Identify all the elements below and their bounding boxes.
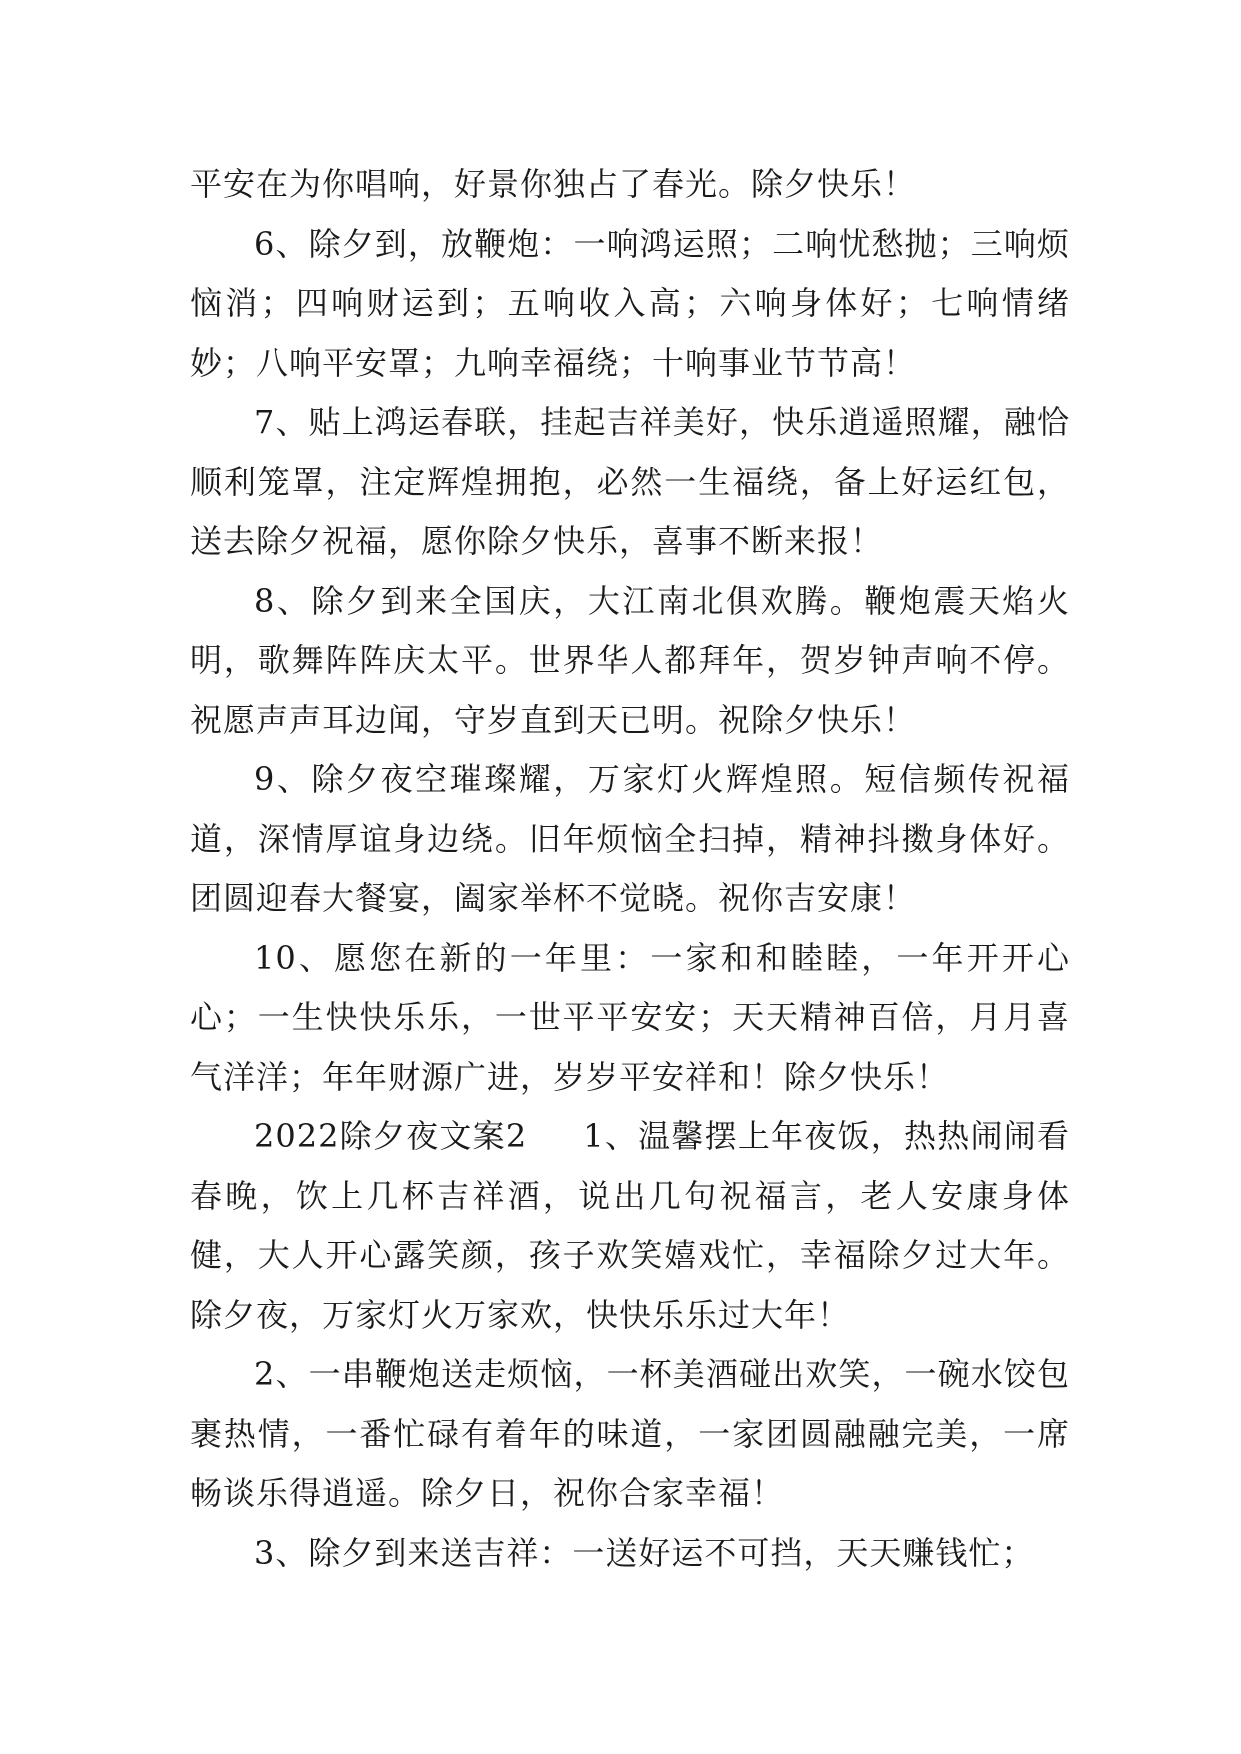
paragraph-item-6: 6、除夕到，放鞭炮：一响鸿运照；二响忧愁抛；三响烦恼消；四响财运到；五响收入高；六响身体好；七响情绪妙；八响平安罩；九响幸福绕；十响事业节节高！: [190, 224, 1070, 382]
paragraph-item-7: 7、贴上鸿运春联，挂起吉祥美好，快乐逍遥照耀，融恰顺利笼罩，注定辉煌拥抱，必然一生福绕，备上好运红包，送去除夕祝福，愿你除夕快乐，喜事不断来报！: [190, 403, 1070, 560]
document-body: [190, 155, 1070, 1583]
section-item-1: 1、温馨摆上年夜饭，热热闹闹看春晚，饮上几杯吉祥酒，说出几句祝福言，老人安康身体健，大人开心露笑颜，孩子欢笑嬉戏忙，幸福除夕过大年。除夕夜，万家灯火万家欢，快快乐乐过大年！: [190, 1117, 1070, 1334]
paragraph-section-item-3: 3、除夕到来送吉祥：一送好运不可挡，天天赚钱忙；: [254, 1533, 1035, 1572]
paragraph-item-8: 8、除夕到来全国庆，大江南北俱欢腾。鞭炮震天焰火明，歌舞阵阵庆太平。世界华人都拜年，贺岁钟声响不停。祝愿声声耳边闻，守岁直到天已明。祝除夕快乐！: [190, 581, 1070, 739]
paragraph-section-item-2: 2、一串鞭炮送走烦恼，一杯美酒碰出欢笑，一碗水饺包裹热情，一番忙碌有着年的味道，一家团圆融融完美，一席畅谈乐得逍遥。除夕日，祝你合家幸福！: [190, 1355, 1070, 1512]
paragraph-continuation: 平安在为你唱响，好景你独占了春光。除夕快乐！: [190, 165, 917, 203]
section-heading: 2022除夕夜文案2: [254, 1117, 528, 1155]
section-paragraph: [190, 1107, 1070, 1345]
paragraph-item-10: 10、愿您在新的一年里：一家和和睦睦，一年开开心心；一生快快乐乐，一世平平安安；天天精神百倍，月月喜气洋洋；年年财源广进，岁岁平安祥和！除夕快乐！: [190, 938, 1070, 1096]
paragraph-item-9: 9、除夕夜空璀璨耀，万家灯火辉煌照。短信频传祝福道，深情厚谊身边绕。旧年烦恼全扫掉，精神抖擞身体好。团圆迎春大餐宴，阖家举杯不觉晓。祝你吉安康！: [190, 760, 1070, 917]
